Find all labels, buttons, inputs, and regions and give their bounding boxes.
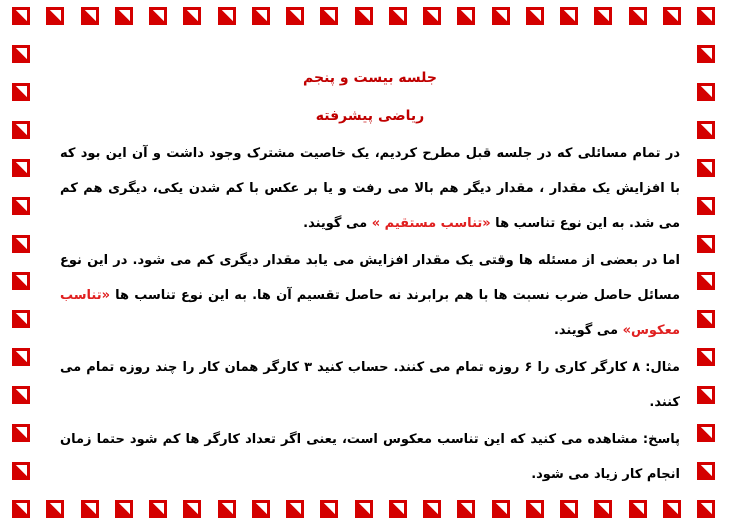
red-square-diagonal-icon [355,500,373,518]
red-square-diagonal-icon [12,83,30,101]
session-title: جلسه بیست و پنجم [303,70,437,86]
red-square-diagonal-icon [12,235,30,253]
red-square-diagonal-icon [46,500,64,518]
red-square-diagonal-icon [115,500,133,518]
red-square-diagonal-icon [252,7,270,25]
red-square-diagonal-icon [492,7,510,25]
red-square-diagonal-icon [492,500,510,518]
red-square-diagonal-icon [457,500,475,518]
red-square-diagonal-icon [457,7,475,25]
red-square-diagonal-icon [12,386,30,404]
paragraph-example: مثال: ۸ کارگر کاری را ۶ روزه تمام می کنند. حساب کنید ۳ کارگر همان کار را چند روزه تمام می کنند. [60,360,680,410]
red-square-diagonal-icon [12,272,30,290]
paragraph-text-end: می گویند. [303,216,372,231]
red-square-diagonal-icon [218,7,236,25]
red-square-diagonal-icon [594,500,612,518]
red-square-diagonal-icon [183,7,201,25]
paragraph-text-end: می گویند. [553,323,623,338]
red-square-diagonal-icon [629,500,647,518]
red-square-diagonal-icon [560,7,578,25]
red-square-diagonal-icon [12,45,30,63]
red-square-diagonal-icon [423,7,441,25]
red-square-diagonal-icon [12,424,30,442]
lesson-title: ریاضی پیشرفته [315,108,425,124]
red-square-diagonal-icon [12,348,30,366]
red-square-diagonal-icon [46,7,64,25]
red-square-diagonal-icon [286,7,304,25]
red-square-diagonal-icon [12,7,30,25]
paragraph-answer: پاسخ: مشاهده می کنید که این تناسب معکوس است، یعنی اگر تعداد کارگر ها کم شود حتما زمان انجام کار زیاد می شود. [60,432,680,482]
red-square-diagonal-icon [218,500,236,518]
red-square-diagonal-icon [526,7,544,25]
red-square-diagonal-icon [526,500,544,518]
red-square-diagonal-icon [697,424,715,442]
red-square-diagonal-icon [697,386,715,404]
red-square-diagonal-icon [560,500,578,518]
red-square-diagonal-icon [697,121,715,139]
red-square-diagonal-icon [286,500,304,518]
red-square-diagonal-icon [697,159,715,177]
red-square-diagonal-icon [697,462,715,480]
red-square-diagonal-icon [697,310,715,328]
red-square-diagonal-icon [12,310,30,328]
red-square-diagonal-icon [663,500,681,518]
red-square-diagonal-icon [697,197,715,215]
red-square-diagonal-icon [697,83,715,101]
red-square-diagonal-icon [389,500,407,518]
red-square-diagonal-icon [320,500,338,518]
red-square-diagonal-icon [697,45,715,63]
term-inverse-proportion: «تناسب معکوس» [60,288,680,338]
red-square-diagonal-icon [389,7,407,25]
red-square-diagonal-icon [697,348,715,366]
red-square-diagonal-icon [149,7,167,25]
red-square-diagonal-icon [12,500,30,518]
red-square-diagonal-icon [697,235,715,253]
paragraph-text: در تمام مسائلی که در جلسه قبل مطرح کردیم، یک خاصیت مشترک وجود داشت و آن این بود که با افزایش یک مقدار ، مقدار دیگر هم بالا می رفت و یا بر عکس با کم شدن یکی، دیگری هم کم می شد. به این نوع تناسب ها [60,146,680,231]
paragraph-text: اما در بعضی از مسئله ها وقتی یک مقدار افزایش می یابد مقدار دیگری کم می شود. در این نوع مسائل حاصل ضرب نسبت ها با هم برابرند نه حاصل تقسیم آن ها. به این نوع تناسب ها [60,253,680,303]
red-square-diagonal-icon [355,7,373,25]
red-square-diagonal-icon [252,500,270,518]
red-square-diagonal-icon [81,500,99,518]
red-square-diagonal-icon [149,500,167,518]
paragraph-inverse-proportion [60,243,680,348]
red-square-diagonal-icon [697,7,715,25]
paragraph-direct-proportion [60,136,680,241]
red-square-diagonal-icon [629,7,647,25]
term-direct-proportion: «تناسب مستقیم » [371,216,491,231]
red-square-diagonal-icon [320,7,338,25]
red-square-diagonal-icon [12,462,30,480]
red-square-diagonal-icon [663,7,681,25]
red-square-diagonal-icon [12,159,30,177]
red-square-diagonal-icon [697,500,715,518]
red-square-diagonal-icon [697,272,715,290]
red-square-diagonal-icon [12,121,30,139]
red-square-diagonal-icon [12,197,30,215]
red-square-diagonal-icon [81,7,99,25]
red-square-diagonal-icon [183,500,201,518]
document-body [60,58,680,492]
red-square-diagonal-icon [115,7,133,25]
red-square-diagonal-icon [423,500,441,518]
red-square-diagonal-icon [594,7,612,25]
